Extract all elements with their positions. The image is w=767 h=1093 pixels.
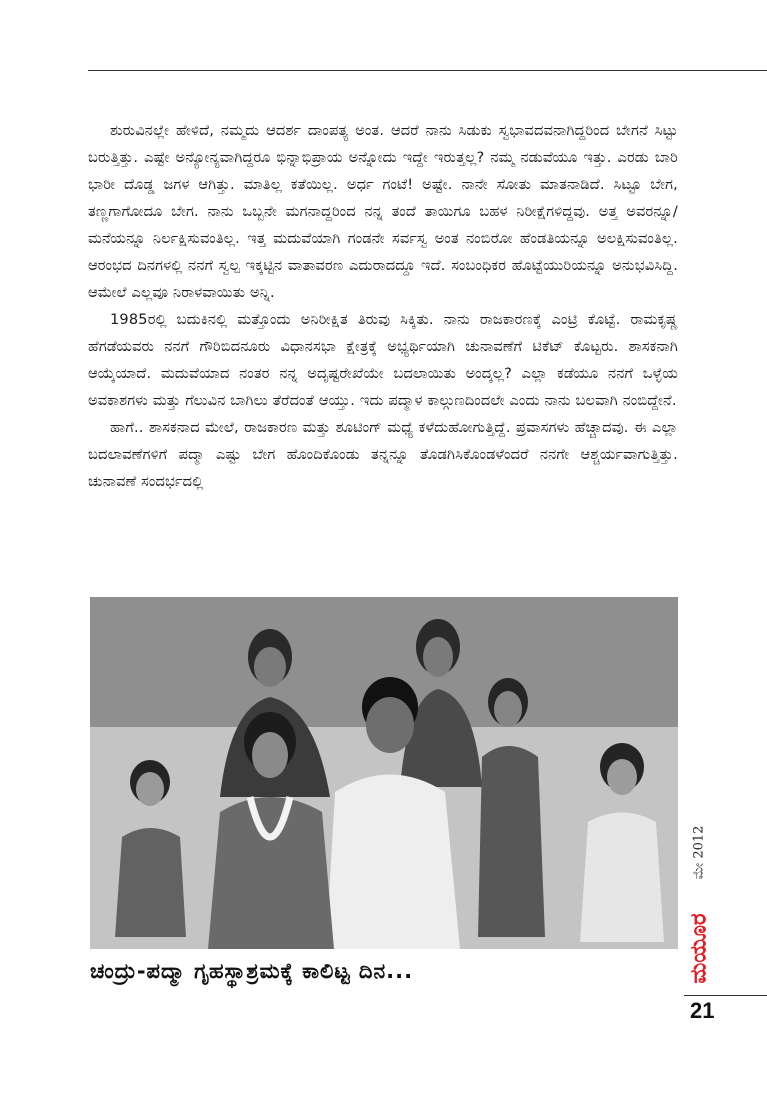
issue-date [684, 800, 714, 904]
article-paragraph: ಹಾಗೆ.. ಶಾಸಕನಾದ ಮೇಲೆ, ರಾಜಕಾರಣ ಮತ್ತು ಶೂಟಿಂಗ್ ಮಧ್ಯೆ ಕಳೆದುಹೋಗುತ್ತಿದ್ದೆ. ಪ್ರವಾಸಗಳು ಹೆಚ್ಚಾದವು. ಈ ಎಲ್ಲಾ ಬದಲಾವಣೆಗಳಿಗೆ ಪದ್ಮಾ ಎಷ್ಟು ಬೇಗ ಹೊಂದಿಕೊಂಡು ತನ್ನನ್ನೂ ತೊಡಗಿಸಿಕೊಂಡಳೆಂದರೆ ನನಗೇ ಆಶ್ಚರ್ಯವಾಗುತ್ತಿತ್ತು. ಚುನಾವಣೆ ಸಂದರ್ಭದಲ್ಲಿ [88, 420, 678, 490]
issue-date-text: ಮೇ 2012 [691, 825, 707, 879]
article-paragraph: ಶುರುವಿನಲ್ಲೇ ಹೇಳಿದೆ, ನಮ್ಮದು ಆದರ್ಶ ದಾಂಪತ್ಯ ಅಂತ. ಆದರೆ ನಾನು ಸಿಡುಕು ಸ್ವಭಾವದವನಾಗಿದ್ದರಿಂದ ಬೇಗನೆ ಸಿಟ್ಟು ಬರುತ್ತಿತ್ತು. ಎಷ್ಟೇ ಅನ್ಯೋನ್ಯವಾಗಿದ್ದರೂ ಭಿನ್ನಾಭಿಪ್ರಾಯ ಅನ್ನೋದು ಇದ್ದೇ ಇರುತ್ತಲ್ಲ? ನಮ್ಮ ನಡುವೆಯೂ ಇತ್ತು. ಎರಡು ಬಾರಿ ಭಾರೀ ದೊಡ್ಡ ಜಗಳ ಆಗಿತ್ತು. ಮಾತಿಲ್ಲ ಕತೆಯಿಲ್ಲ. ಅರ್ಧ ಗಂಟೆ! ಅಷ್ಟೇ. ನಾನೇ ಸೋತು ಮಾತನಾಡಿದೆ. ಸಿಟ್ಟೂ ಬೇಗ, ತಣ್ಣಗಾಗೋದೂ ಬೇಗ. ನಾನು ಒಬ್ಬನೇ ಮಗನಾದ್ದರಿಂದ ನನ್ನ ತಂದೆ ತಾಯಿಗೂ ಬಹಳ ನಿರೀಕ್ಷೆಗಳಿದ್ದವು. ಅತ್ತ ಅವರನ್ನೂ/ಮನೆಯನ್ನೂ ನಿರ್ಲಕ್ಷಿಸುವಂತಿಲ್ಲ. ಇತ್ತ ಮದುವೆಯಾಗಿ ಗಂಡನೇ ಸರ್ವಸ್ವ ಅಂತ ನಂಬಿರೋ ಹೆಂಡತಿಯನ್ನೂ ಅಲಕ್ಷಿಸುವಂತಿಲ್ಲ. ಆರಂಭದ ದಿನಗಳಲ್ಲಿ ನನಗೆ ಸ್ವಲ್ಪ ಇಕ್ಕಟ್ಟಿನ ವಾತಾವರಣ ಎದುರಾದದ್ದೂ ಇದೆ. ಸಂಬಂಧಿಕರ ಹೊಟ್ಟೆಯುರಿಯನ್ನೂ ಅನುಭವಿಸಿದ್ದಿ. ಆಮೇಲೆ ಎಲ್ಲವೂ ನಿರಾಳವಾಯಿತು ಅನ್ನಿ. [88, 123, 678, 301]
article-body [88, 118, 678, 496]
top-rule [88, 70, 767, 71]
article-paragraph: 1985ರಲ್ಲಿ ಬದುಕಿನಲ್ಲಿ ಮತ್ತೊಂದು ಅನಿರೀಕ್ಷಿತ ತಿರುವು ಸಿಕ್ಕಿತು. ನಾನು ರಾಜಕಾರಣಕ್ಕೆ ಎಂಟ್ರಿ ಕೊಟ್ಟೆ. ರಾಮಕೃಷ್ಣ ಹೆಗಡೆಯವರು ನನಗೆ ಗೌರಿಬಿದನೂರು ವಿಧಾನಸಭಾ ಕ್ಷೇತ್ರಕ್ಕೆ ಅಭ್ಯರ್ಥಿಯಾಗಿ ಚುನಾವಣೆಗೆ ಟಿಕೆಟ್ ಕೊಟ್ಟರು. ಶಾಸಕನಾಗಿ ಆಯ್ಕೆಯಾದೆ. ಮದುವೆಯಾದ ನಂತರ ನನ್ನ ಅದೃಷ್ಟರೇಖೆಯೇ ಬದಲಾಯಿತು ಅಂದ್ಕಲ್ಲ? ಎಲ್ಲಾ ಕಡೆಯೂ ನನಗೆ ಒಳ್ಳೆಯ ಅವಕಾಶಗಳು ಮತ್ತು ಗೆಲುವಿನ ಬಾಗಿಲು ತೆರೆದಂತೆ ಆಯ್ತು. ಇದು ಪದ್ಮಾಳ ಕಾಲ್ಗುಣದಿಂದಲೇ ಎಂದು ನಾನು ಬಲವಾಗಿ ನಂಬಿದ್ದೇನೆ. [88, 312, 678, 409]
wedding-family-photo [90, 597, 678, 949]
side-banner [684, 800, 714, 988]
page-number: 21 [690, 998, 715, 1023]
footer-rule [684, 995, 767, 996]
photo-illustration [90, 597, 678, 949]
magazine-logo [684, 908, 714, 988]
magazine-logo-text: ಮಯೂರ [686, 912, 712, 984]
photo-caption: ಚಂದ್ರು-ಪದ್ಮಾ ಗೃಹಸ್ಥಾಶ್ರಮಕ್ಕೆ ಕಾಲಿಟ್ಟ ದಿನ... [90, 959, 414, 983]
